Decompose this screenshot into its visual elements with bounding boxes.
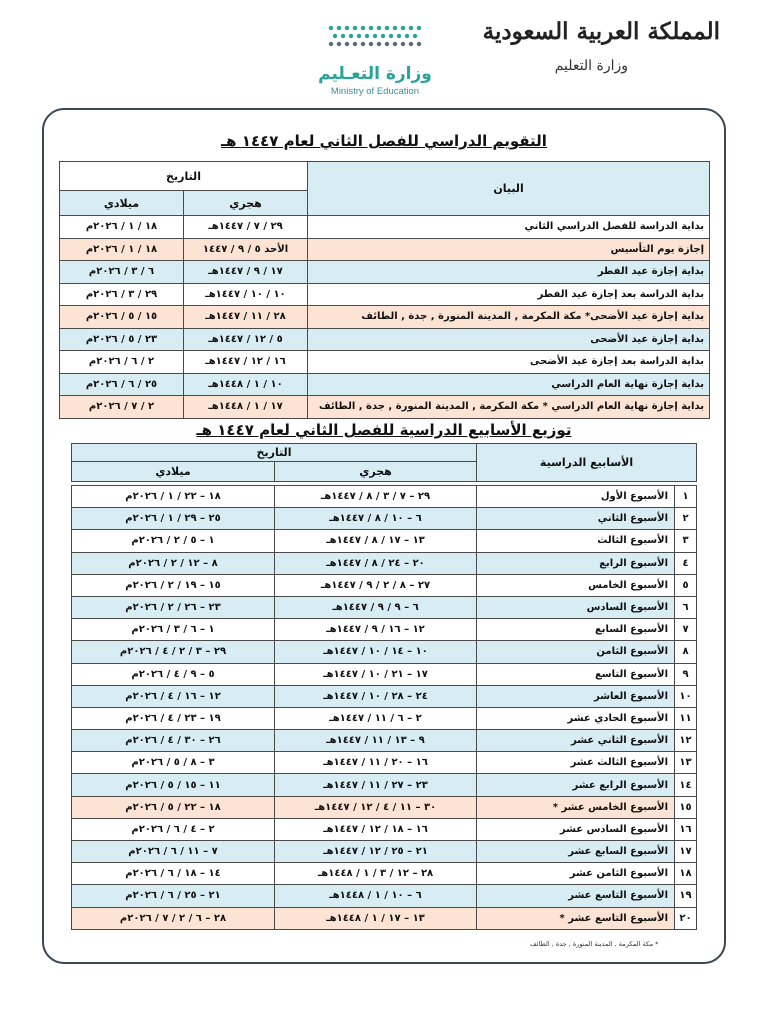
week-hijri: ١٣ – ١٧ / ١ / ١٤٤٨هـ bbox=[275, 907, 477, 929]
calendar-row-gregorian: ١٥ / ٥ / ٢٠٢٦م bbox=[60, 306, 184, 329]
calendar-row-description: بداية الدراسة بعد إجازة عيد الأضحى bbox=[308, 351, 710, 374]
calendar-row-description: بداية إجازة عيد الأضحى* مكة المكرمة , المدينة المنورة , جدة , الطائف bbox=[308, 306, 710, 329]
week-hijri: ١٦ – ١٨ / ١٢ / ١٤٤٧هـ bbox=[275, 818, 477, 840]
week-number: ٢ bbox=[675, 508, 697, 530]
week-row bbox=[72, 796, 697, 818]
calendar-row bbox=[60, 261, 710, 284]
calendar-row-description: بداية الدراسة بعد إجازة عيد الفطر bbox=[308, 283, 710, 306]
week-name: الأسبوع الرابع عشر bbox=[477, 774, 675, 796]
calendar-row-description: بداية إجازة عيد الأضحى bbox=[308, 328, 710, 351]
calendar-row-hijri: ٢٨ / ١١ / ١٤٤٧هـ bbox=[184, 306, 308, 329]
week-gregorian: ١٥ – ١٩ / ٢ / ٢٠٢٦م bbox=[72, 574, 275, 596]
week-name: الأسبوع الأول bbox=[477, 486, 675, 508]
week-name: الأسبوع الخامس عشر * bbox=[477, 796, 675, 818]
week-hijri: ١٦ – ٢٠ / ١١ / ١٤٤٧هـ bbox=[275, 752, 477, 774]
hijri-header: هجري bbox=[184, 191, 308, 216]
calendar-row bbox=[60, 283, 710, 306]
calendar-title: التقويم الدراسي للفصل الثاني لعام ١٤٤٧ هـ bbox=[221, 132, 547, 150]
week-row bbox=[72, 818, 697, 840]
week-gregorian: ٧ – ١١ / ٦ / ٢٠٢٦م bbox=[72, 841, 275, 863]
week-row bbox=[72, 907, 697, 929]
week-gregorian: ٢٦ – ٣٠ / ٤ / ٢٠٢٦م bbox=[72, 730, 275, 752]
calendar-row-gregorian: ١٨ / ١ / ٢٠٢٦م bbox=[60, 238, 184, 261]
week-name: الأسبوع السادس عشر bbox=[477, 818, 675, 840]
week-name: الأسبوع السادس bbox=[477, 596, 675, 618]
week-row bbox=[72, 752, 697, 774]
week-hijri: ٦ – ١٠ / ٨ / ١٤٤٧هـ bbox=[275, 508, 477, 530]
week-name: الأسبوع الثاني عشر bbox=[477, 730, 675, 752]
week-number: ٣ bbox=[675, 530, 697, 552]
calendar-row-gregorian: ٢٣ / ٥ / ٢٠٢٦م bbox=[60, 328, 184, 351]
week-row bbox=[72, 863, 697, 885]
week-number: ١٠ bbox=[675, 685, 697, 707]
calendar-row-description: بداية الدراسة للفصل الدراسي الثاني bbox=[308, 216, 710, 239]
week-row bbox=[72, 774, 697, 796]
week-gregorian: ٢ – ٤ / ٦ / ٢٠٢٦م bbox=[72, 818, 275, 840]
week-number: ١٨ bbox=[675, 863, 697, 885]
calendar-row-gregorian: ٢ / ٦ / ٢٠٢٦م bbox=[60, 351, 184, 374]
week-name: الأسبوع الثالث عشر bbox=[477, 752, 675, 774]
calendar-row-description: بداية إجازة نهاية العام الدراسي bbox=[308, 373, 710, 396]
calendar-row-description: إجازة يوم التأسيس bbox=[308, 238, 710, 261]
weeks-hijri-header: هجري bbox=[275, 462, 477, 482]
week-gregorian: ١٤ – ١٨ / ٦ / ٢٠٢٦م bbox=[72, 863, 275, 885]
week-gregorian: ١ – ٥ / ٢ / ٢٠٢٦م bbox=[72, 530, 275, 552]
week-number: ٢٠ bbox=[675, 907, 697, 929]
kingdom-logo bbox=[482, 14, 720, 84]
week-name: الأسبوع الخامس bbox=[477, 574, 675, 596]
calendar-row-hijri: ٢٩ / ٧ / ١٤٤٧هـ bbox=[184, 216, 308, 239]
week-number: ١١ bbox=[675, 707, 697, 729]
week-name: الأسبوع السابع bbox=[477, 619, 675, 641]
week-number: ٦ bbox=[675, 596, 697, 618]
calendar-row-hijri: ١٠ / ١٠ / ١٤٤٧هـ bbox=[184, 283, 308, 306]
week-gregorian: ١٩ – ٢٣ / ٤ / ٢٠٢٦م bbox=[72, 707, 275, 729]
week-row bbox=[72, 707, 697, 729]
week-name: الأسبوع التاسع bbox=[477, 663, 675, 685]
week-hijri: ٩ – ١٣ / ١١ / ١٤٤٧هـ bbox=[275, 730, 477, 752]
week-number: ١٥ bbox=[675, 796, 697, 818]
week-number: ١٣ bbox=[675, 752, 697, 774]
week-name: الأسبوع السابع عشر bbox=[477, 841, 675, 863]
week-number: ١٤ bbox=[675, 774, 697, 796]
weeks-date-header: التاريخ bbox=[72, 444, 477, 462]
week-name: الأسبوع الرابع bbox=[477, 552, 675, 574]
week-gregorian: ٢٥ – ٢٩ / ١ / ٢٠٢٦م bbox=[72, 508, 275, 530]
weeks-header: الأسابيع الدراسية bbox=[477, 444, 697, 482]
calendar-row-hijri: ١٠ / ١ / ١٤٤٨هـ bbox=[184, 373, 308, 396]
week-gregorian: ٢٩ – ٣ / ٢ / ٤ / ٢٠٢٦م bbox=[72, 641, 275, 663]
week-hijri: ٢٨ – ١٢ / ٣ / ١ / ١٤٤٨هـ bbox=[275, 863, 477, 885]
week-gregorian: ١٢ – ١٦ / ٤ / ٢٠٢٦م bbox=[72, 685, 275, 707]
week-hijri: ٦ – ١٠ / ١ / ١٤٤٨هـ bbox=[275, 885, 477, 907]
weeks-title: توزيع الأسابيع الدراسية للفصل الثاني لعام ١٤٤٧ هـ bbox=[196, 421, 572, 439]
kingdom-name: المملكة العربية السعودية bbox=[482, 18, 720, 45]
kingdom-ministry-name: وزارة التعليم bbox=[554, 58, 628, 74]
week-row bbox=[72, 486, 697, 508]
weeks-gregorian-header: ميلادي bbox=[72, 462, 275, 482]
week-row bbox=[72, 841, 697, 863]
week-name: الأسبوع الثامن bbox=[477, 641, 675, 663]
week-number: ١٩ bbox=[675, 885, 697, 907]
week-hijri: ٢١ – ٢٥ / ١٢ / ١٤٤٧هـ bbox=[275, 841, 477, 863]
ministry-english-name: Ministry of Education bbox=[330, 86, 420, 97]
week-number: ٤ bbox=[675, 552, 697, 574]
calendar-row-gregorian: ٢٩ / ٣ / ٢٠٢٦م bbox=[60, 283, 184, 306]
week-number: ١ bbox=[675, 486, 697, 508]
calendar-row-hijri: ١٧ / ٩ / ١٤٤٧هـ bbox=[184, 261, 308, 284]
page-header bbox=[0, 0, 768, 108]
week-hijri: ٦ – ٩ / ٩ / ١٤٤٧هـ bbox=[275, 596, 477, 618]
week-name: الأسبوع التاسع عشر bbox=[477, 885, 675, 907]
week-number: ١٢ bbox=[675, 730, 697, 752]
week-hijri: ١٧ – ٢١ / ١٠ / ١٤٤٧هـ bbox=[275, 663, 477, 685]
week-hijri: ٢٧ – ٨ / ٢ / ٩ / ١٤٤٧هـ bbox=[275, 574, 477, 596]
week-row bbox=[72, 685, 697, 707]
week-row bbox=[72, 508, 697, 530]
calendar-table bbox=[59, 161, 710, 419]
calendar-row bbox=[60, 328, 710, 351]
calendar-row bbox=[60, 216, 710, 239]
week-name: الأسبوع الحادي عشر bbox=[477, 707, 675, 729]
week-name: الأسبوع العاشر bbox=[477, 685, 675, 707]
calendar-row-gregorian: ٢ / ٧ / ٢٠٢٦م bbox=[60, 396, 184, 419]
week-hijri: ٢٤ – ٢٨ / ١٠ / ١٤٤٧هـ bbox=[275, 685, 477, 707]
week-number: ٨ bbox=[675, 641, 697, 663]
week-row bbox=[72, 530, 697, 552]
week-row bbox=[72, 730, 697, 752]
week-gregorian: ٢٣ – ٢٦ / ٢ / ٢٠٢٦م bbox=[72, 596, 275, 618]
week-gregorian: ١١ – ١٥ / ٥ / ٢٠٢٦م bbox=[72, 774, 275, 796]
calendar-row bbox=[60, 351, 710, 374]
calendar-row-hijri: الأحد ٥ / ٩ / ١٤٤٧ bbox=[184, 238, 308, 261]
week-row bbox=[72, 552, 697, 574]
calendar-row-hijri: ١٦ / ١٢ / ١٤٤٧هـ bbox=[184, 351, 308, 374]
week-row bbox=[72, 641, 697, 663]
calendar-row-gregorian: ١٨ / ١ / ٢٠٢٦م bbox=[60, 216, 184, 239]
calendar-row-description: بداية إجازة عيد الفطر bbox=[308, 261, 710, 284]
calendar-row-hijri: ١٧ / ١ / ١٤٤٨هـ bbox=[184, 396, 308, 419]
ministry-dots-icon bbox=[325, 22, 425, 62]
week-row bbox=[72, 663, 697, 685]
ministry-of-education-logo bbox=[300, 22, 450, 102]
week-gregorian: ١٨ – ٢٢ / ٥ / ٢٠٢٦م bbox=[72, 796, 275, 818]
weeks-rows bbox=[72, 486, 697, 930]
week-row bbox=[72, 574, 697, 596]
week-hijri: ٢٩ – ٧ / ٣ / ٨ / ١٤٤٧هـ bbox=[275, 486, 477, 508]
calendar-row-gregorian: ٦ / ٣ / ٢٠٢٦م bbox=[60, 261, 184, 284]
week-hijri: ١٣ – ١٧ / ٨ / ١٤٤٧هـ bbox=[275, 530, 477, 552]
week-hijri: ٢٣ – ٢٧ / ١١ / ١٤٤٧هـ bbox=[275, 774, 477, 796]
week-gregorian: ٨ – ١٢ / ٢ / ٢٠٢٦م bbox=[72, 552, 275, 574]
calendar-row bbox=[60, 238, 710, 261]
week-hijri: ٢٠ – ٢٤ / ٨ / ١٤٤٧هـ bbox=[275, 552, 477, 574]
week-row bbox=[72, 596, 697, 618]
week-gregorian: ٥ – ٩ / ٤ / ٢٠٢٦م bbox=[72, 663, 275, 685]
week-number: ٧ bbox=[675, 619, 697, 641]
calendar-row-description: بداية إجازة نهاية العام الدراسي * مكة المكرمة , المدينة المنورة , جدة , الطائف bbox=[308, 396, 710, 419]
week-hijri: ٢ – ٦ / ١١ / ١٤٤٧هـ bbox=[275, 707, 477, 729]
week-gregorian: ١٨ – ٢٢ / ١ / ٢٠٢٦م bbox=[72, 486, 275, 508]
week-gregorian: ٢٨ – ٦ / ٢ / ٧ / ٢٠٢٦م bbox=[72, 907, 275, 929]
weeks-table bbox=[71, 443, 697, 930]
footnote: * مكة المكرمة , المدينة المنورة , جدة , الطائف bbox=[530, 940, 659, 948]
calendar-row-gregorian: ٢٥ / ٦ / ٢٠٢٦م bbox=[60, 373, 184, 396]
week-number: ٥ bbox=[675, 574, 697, 596]
calendar-row bbox=[60, 306, 710, 329]
week-gregorian: ٢١ – ٢٥ / ٦ / ٢٠٢٦م bbox=[72, 885, 275, 907]
ministry-arabic-name: وزارة التعـليم bbox=[318, 64, 432, 84]
gregorian-header: ميلادي bbox=[60, 191, 184, 216]
date-header: التاريخ bbox=[60, 162, 308, 191]
week-name: الأسبوع التاسع عشر * bbox=[477, 907, 675, 929]
week-name: الأسبوع الثامن عشر bbox=[477, 863, 675, 885]
statement-header: البيان bbox=[308, 162, 710, 216]
week-number: ١٧ bbox=[675, 841, 697, 863]
calendar-row-hijri: ٥ / ١٢ / ١٤٤٧هـ bbox=[184, 328, 308, 351]
week-hijri: ١٠ – ١٤ / ١٠ / ١٤٤٧هـ bbox=[275, 641, 477, 663]
calendar-row bbox=[60, 373, 710, 396]
week-row bbox=[72, 885, 697, 907]
week-name: الأسبوع الثالث bbox=[477, 530, 675, 552]
week-gregorian: ٣ – ٨ / ٥ / ٢٠٢٦م bbox=[72, 752, 275, 774]
week-hijri: ٣٠ – ١١ / ٤ / ١٢ / ١٤٤٧هـ bbox=[275, 796, 477, 818]
week-name: الأسبوع الثاني bbox=[477, 508, 675, 530]
week-hijri: ١٢ – ١٦ / ٩ / ١٤٤٧هـ bbox=[275, 619, 477, 641]
week-number: ٩ bbox=[675, 663, 697, 685]
week-number: ١٦ bbox=[675, 818, 697, 840]
week-row bbox=[72, 619, 697, 641]
calendar-row bbox=[60, 396, 710, 419]
week-gregorian: ١ – ٦ / ٣ / ٢٠٢٦م bbox=[72, 619, 275, 641]
calendar-rows bbox=[60, 216, 710, 419]
